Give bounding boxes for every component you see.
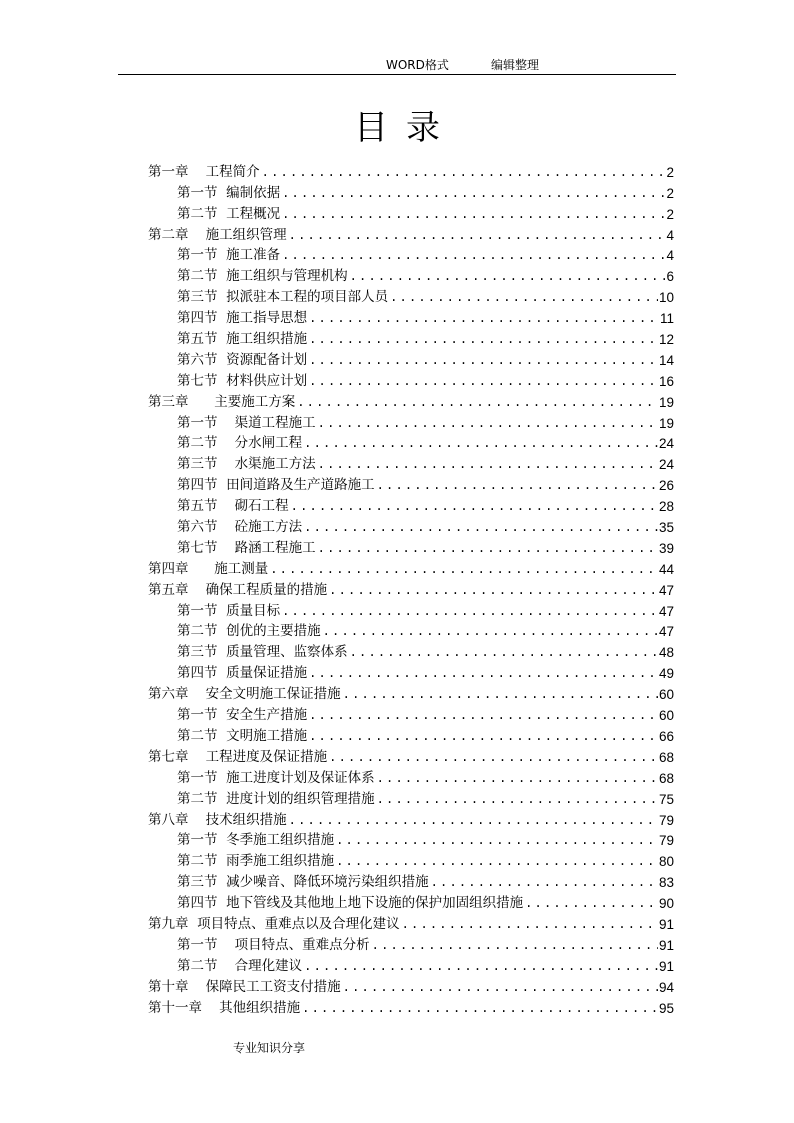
toc-leader-dots [307,310,659,327]
page-header [118,56,676,75]
toc-page-number: 10 [658,290,674,306]
toc-page-number: 14 [658,352,674,368]
header-format-label: WORD格式 [386,58,449,72]
toc-page-number: 26 [658,478,674,494]
toc-entry-label: 第八章 技术组织措施 [148,811,287,828]
toc-entry-label: 第二节 分水闸工程 [177,435,303,452]
toc-section-entry[interactable] [148,494,674,515]
toc-page-number: 48 [658,645,674,661]
toc-leader-dots [316,540,658,557]
toc-leader-dots [370,937,658,954]
toc-section-entry[interactable] [148,703,674,724]
toc-leader-dots [321,623,658,640]
toc-section-entry[interactable] [148,473,674,494]
toc-section-entry[interactable] [148,452,674,473]
toc-leader-dots [280,185,665,202]
toc-leader-dots [316,456,658,473]
toc-page-number: 75 [658,791,674,807]
toc-page-number: 47 [658,603,674,619]
toc-section-entry[interactable] [148,536,674,557]
toc-entry-label: 第五节 砌石工程 [177,498,289,515]
toc-section-entry[interactable] [148,870,674,891]
toc-entry-label: 第一节 编制依据 [177,184,281,201]
toc-page-number: 11 [659,311,674,327]
toc-page-number: 60 [658,687,674,703]
toc-leader-dots [316,415,658,432]
toc-leader-dots [287,812,658,829]
toc-entry-label: 第二节 文明施工措施 [177,727,308,744]
toc-entry-label: 第三章 主要施工方案 [148,393,296,410]
toc-page-number: 91 [658,916,674,932]
toc-section-entry[interactable] [148,891,674,912]
toc-entry-label: 第四章 施工测量 [148,560,269,577]
toc-leader-dots [429,874,658,891]
toc-entry-label: 第一节 项目特点、重难点分析 [177,936,370,953]
toc-chapter-entry[interactable] [148,682,674,703]
toc-section-entry[interactable] [148,515,674,536]
toc-entry-label: 第二节 雨季施工组织措施 [177,853,335,870]
toc-page-number: 28 [658,499,674,515]
toc-leader-dots [280,247,665,264]
toc-entry-label: 第九章 项目特点、重难点以及合理化建议 [148,915,400,932]
toc-section-entry[interactable] [148,264,674,285]
toc-entry-label: 第一节 施工准备 [177,247,281,264]
toc-chapter-entry[interactable] [148,223,674,244]
toc-page-number: 95 [658,1000,674,1016]
toc-chapter-entry[interactable] [148,808,674,829]
toc-chapter-entry[interactable] [148,996,674,1017]
toc-page-number: 2 [666,206,674,222]
toc-entry-label: 第六节 砼施工方法 [177,519,303,536]
table-of-contents [148,160,674,1017]
toc-leader-dots [307,665,658,682]
toc-page-number: 2 [666,185,674,201]
toc-page-number: 94 [658,979,674,995]
toc-page-number: 91 [658,937,674,953]
toc-entry-label: 第七节 路涵工程施工 [177,539,316,556]
toc-chapter-entry[interactable] [148,975,674,996]
toc-leader-dots [295,394,658,411]
toc-page-number: 24 [658,436,674,452]
toc-leader-dots [280,206,665,223]
toc-entry-label: 第一节 施工进度计划及保证体系 [177,769,375,786]
toc-entry-label: 第二节 进度计划的组织管理措施 [177,790,375,807]
toc-leader-dots [375,770,658,787]
toc-leader-dots [307,707,658,724]
toc-page-number: 4 [666,227,674,243]
toc-entry-label: 第三节 水渠施工方法 [177,456,316,473]
toc-entry-label: 第六节 资源配备计划 [177,351,308,368]
toc-section-entry[interactable] [148,244,674,265]
toc-entry-label: 第七节 材料供应计划 [177,372,308,389]
toc-section-entry[interactable] [148,369,674,390]
toc-page-number: 19 [658,415,674,431]
toc-leader-dots [302,958,658,975]
toc-page-number: 79 [658,812,674,828]
toc-leader-dots [280,603,658,620]
toc-entry-label: 第五节 施工组织措施 [177,331,308,348]
toc-leader-dots [327,582,658,599]
toc-entry-label: 第三节 质量管理、监察体系 [177,644,348,661]
toc-page-number: 83 [658,875,674,891]
toc-section-entry[interactable] [148,327,674,348]
toc-entry-label: 第四节 施工指导思想 [177,310,308,327]
toc-entry-label: 第一章 工程简介 [148,163,260,180]
toc-leader-dots [327,749,658,766]
toc-page-number: 90 [658,896,674,912]
toc-section-entry[interactable] [148,306,674,327]
toc-leader-dots [307,373,658,390]
toc-page-number: 6 [666,269,674,285]
toc-leader-dots [300,1000,658,1017]
toc-entry-label: 第二节 工程概况 [177,205,281,222]
toc-page-number: 47 [658,582,674,598]
toc-section-entry[interactable] [148,640,674,661]
toc-page-number: 16 [658,373,674,389]
toc-leader-dots [307,331,658,348]
toc-chapter-entry[interactable] [148,557,674,578]
toc-leader-dots [260,164,666,181]
toc-page-number: 80 [658,854,674,870]
toc-leader-dots [307,728,658,745]
toc-leader-dots [334,853,658,870]
toc-chapter-entry[interactable] [148,912,674,933]
toc-entry-label: 第一节 渠道工程施工 [177,414,316,431]
toc-leader-dots [302,435,658,452]
toc-page-number: 12 [658,332,674,348]
toc-leader-dots [400,916,658,933]
toc-entry-label: 第二节 合理化建议 [177,957,303,974]
toc-page-number: 49 [658,666,674,682]
toc-section-entry[interactable] [148,766,674,787]
header-edit-label: 编辑整理 [491,58,540,72]
toc-page-number: 47 [658,624,674,640]
toc-page-number: 79 [658,833,674,849]
toc-entry-label: 第一节 冬季施工组织措施 [177,832,335,849]
toc-page-number: 44 [658,561,674,577]
toc-entry-label: 第七章 工程进度及保证措施 [148,748,328,765]
toc-page-number: 60 [658,708,674,724]
toc-entry-label: 第四节 质量保证措施 [177,665,308,682]
toc-leader-dots [348,268,666,285]
toc-leader-dots [341,686,658,703]
toc-section-entry[interactable] [148,285,674,306]
toc-leader-dots [334,832,658,849]
toc-leader-dots [523,895,658,912]
toc-entry-label: 第十章 保障民工工资支付措施 [148,978,341,995]
toc-section-entry[interactable] [148,599,674,620]
toc-entry-label: 第四节 田间道路及生产道路施工 [177,477,375,494]
toc-page-number: 24 [658,457,674,473]
toc-section-entry[interactable] [148,348,674,369]
toc-page-number: 91 [658,958,674,974]
toc-section-entry[interactable] [148,849,674,870]
toc-section-entry[interactable] [148,411,674,432]
page-title: 目录 [354,108,458,148]
toc-section-entry[interactable] [148,724,674,745]
toc-entry-label: 第三节 拟派驻本工程的项目部人员 [177,289,389,306]
toc-page-number: 39 [658,540,674,556]
toc-page-number: 35 [658,520,674,536]
toc-section-entry[interactable] [148,787,674,808]
toc-leader-dots [307,352,658,369]
toc-page-number: 68 [658,749,674,765]
toc-entry-label: 第三节 减少噪音、降低环境污染组织措施 [177,874,429,891]
toc-section-entry[interactable] [148,432,674,453]
toc-leader-dots [302,519,658,536]
toc-section-entry[interactable] [148,620,674,641]
toc-page-number: 4 [666,248,674,264]
toc-chapter-entry[interactable] [148,160,674,181]
toc-chapter-entry[interactable] [148,745,674,766]
toc-section-entry[interactable] [148,829,674,850]
toc-page-number: 68 [658,770,674,786]
toc-entry-label: 第五章 确保工程质量的措施 [148,581,328,598]
toc-entry-label: 第四节 地下管线及其他地上地下设施的保护加固组织措施 [177,895,524,912]
toc-section-entry[interactable] [148,181,674,202]
toc-entry-label: 第六章 安全文明施工保证措施 [148,686,341,703]
toc-leader-dots [375,791,658,808]
toc-leader-dots [388,289,658,306]
toc-section-entry[interactable] [148,954,674,975]
toc-page-number: 2 [666,164,674,180]
toc-section-entry[interactable] [148,202,674,223]
toc-leader-dots [341,979,658,996]
toc-entry-label: 第二章 施工组织管理 [148,226,287,243]
toc-entry-label: 第一节 安全生产措施 [177,707,308,724]
toc-leader-dots [287,227,666,244]
toc-section-entry[interactable] [148,661,674,682]
toc-entry-label: 第一节 质量目标 [177,602,281,619]
toc-section-entry[interactable] [148,933,674,954]
page-footer: 专业知识分享 [233,1041,306,1055]
toc-page-number: 19 [658,394,674,410]
toc-leader-dots [289,498,658,515]
toc-entry-label: 第二节 施工组织与管理机构 [177,268,348,285]
toc-leader-dots [268,561,658,578]
toc-entry-label: 第十一章 其他组织措施 [148,999,301,1016]
toc-chapter-entry[interactable] [148,390,674,411]
toc-leader-dots [375,477,658,494]
toc-entry-label: 第二节 创优的主要措施 [177,623,321,640]
toc-page-number: 66 [658,728,674,744]
toc-chapter-entry[interactable] [148,578,674,599]
toc-leader-dots [348,644,658,661]
